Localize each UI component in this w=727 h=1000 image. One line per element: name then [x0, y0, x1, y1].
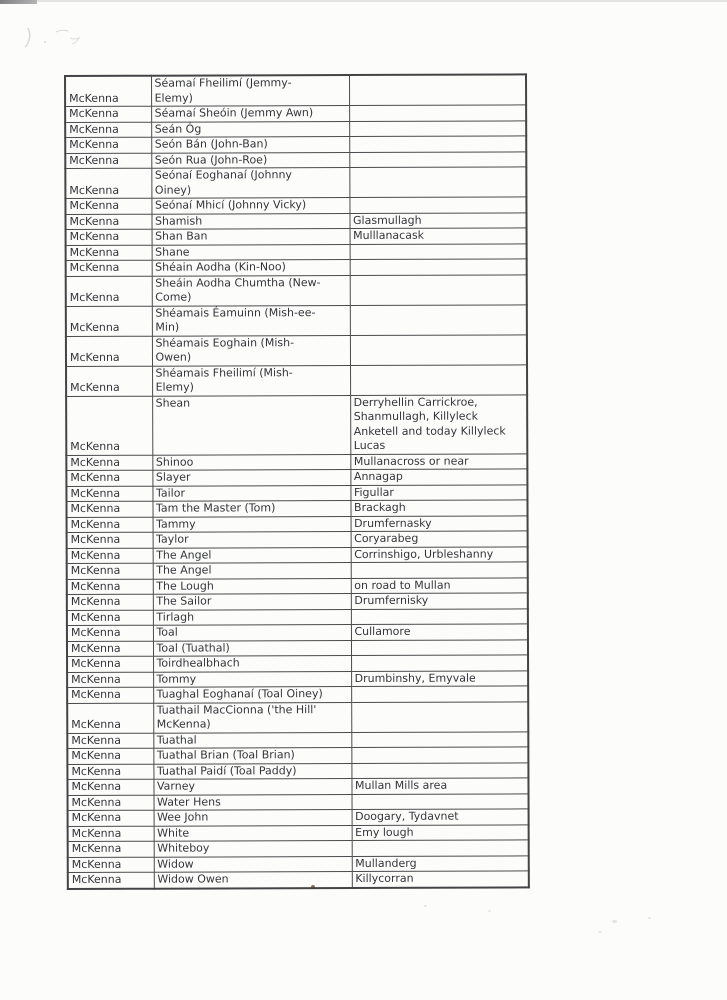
name-cell: Shane [152, 244, 350, 260]
scan-corner-artifact [0, 0, 37, 4]
table-row [66, 259, 527, 276]
table-row [65, 74, 526, 106]
name-cell: Séamaí Sheóin (Jemmy Awn) [151, 106, 349, 122]
place-cell: Mullan Mills area [351, 778, 528, 794]
surname-cell: McKenna [65, 137, 151, 153]
nicknames-table [64, 73, 530, 889]
table-row [68, 824, 529, 841]
name-cell: The Angel [153, 563, 351, 579]
scan-edge-artifact [0, 0, 727, 2]
table-row [67, 686, 528, 703]
table-row [66, 453, 527, 470]
surname-cell: McKenna [67, 733, 153, 749]
name-cell: Sheáin Aodha Chumtha (New- Come) [152, 275, 350, 306]
name-cell: Tuathal [153, 732, 351, 748]
surname-cell: McKenna [65, 168, 151, 198]
name-cell: Tuathal Paidí (Toal Paddy) [153, 763, 351, 779]
surname-cell: McKenna [65, 198, 151, 214]
place-cell [349, 74, 526, 105]
name-cell: Seónaí Mhicí (Johnny Vicky) [151, 198, 349, 214]
surname-cell: McKenna [67, 579, 153, 595]
name-cell: The Lough [153, 578, 351, 594]
place-cell [350, 364, 527, 395]
table-row [67, 624, 528, 641]
table-row [67, 778, 528, 795]
place-cell [351, 608, 528, 624]
name-cell: Water Hens [154, 794, 352, 810]
place-cell [351, 731, 528, 747]
table-row [65, 167, 526, 199]
table-row [67, 701, 528, 733]
table-row [65, 212, 526, 229]
scan-smudge [648, 917, 651, 919]
name-cell: Whiteboy [154, 841, 352, 857]
surname-cell: McKenna [67, 687, 153, 703]
surname-cell: McKenna [68, 795, 154, 811]
name-cell: Taylor [153, 532, 351, 548]
name-cell: Seán Óg [151, 121, 349, 137]
place-cell [351, 562, 528, 578]
place-cell [351, 686, 528, 702]
name-cell: Shean [152, 395, 350, 455]
name-cell: Seón Bán (John-Ban) [151, 137, 349, 153]
place-cell: Doogary, Tydavnet [352, 809, 529, 825]
place-cell [350, 304, 527, 335]
table-row [67, 747, 528, 764]
surname-cell: McKenna [66, 486, 152, 502]
table-row [67, 731, 528, 748]
surname-cell: McKenna [67, 594, 153, 610]
place-cell [349, 151, 526, 167]
table-row [66, 274, 527, 306]
surname-cell: McKenna [67, 779, 153, 795]
surname-cell: McKenna [67, 517, 153, 533]
scan-smudge [424, 905, 427, 907]
name-cell: Seón Rua (John-Roe) [151, 152, 349, 168]
table-row [65, 105, 526, 122]
place-cell [349, 167, 526, 198]
surname-cell: McKenna [66, 336, 152, 366]
surname-cell: McKenna [68, 826, 154, 842]
place-cell: Cullamore [351, 624, 528, 640]
table-row [67, 762, 528, 779]
place-cell: Emy lough [352, 824, 529, 840]
place-cell: on road to Mullan [351, 577, 528, 593]
table-row [67, 608, 528, 625]
place-cell [351, 655, 528, 671]
name-cell: Tuathail MacCionna ('the Hill' McKenna) [153, 702, 351, 733]
surname-cell: McKenna [65, 214, 151, 230]
nicknames-table-container [64, 73, 528, 889]
surname-cell: McKenna [68, 841, 154, 857]
surname-cell: McKenna [65, 122, 151, 138]
name-cell: Shéain Aodha (Kin-Noo) [152, 260, 350, 276]
surname-cell: McKenna [67, 610, 153, 626]
surname-cell: McKenna [67, 764, 153, 780]
table-row [67, 655, 528, 672]
place-cell: Corrinshigo, Urbleshanny [351, 546, 528, 562]
table-row [67, 577, 528, 594]
place-cell [352, 840, 529, 856]
surname-cell: McKenna [67, 672, 153, 688]
table-row [66, 228, 527, 245]
name-cell: Tirlagh [153, 609, 351, 625]
surname-cell: McKenna [65, 106, 151, 122]
name-cell: Toal [153, 625, 351, 641]
place-cell [349, 197, 526, 213]
table-row [68, 840, 529, 857]
name-cell: Shéamais Eoghain (Mish- Owen) [152, 335, 350, 366]
table-row [67, 531, 528, 548]
table-row [66, 243, 527, 260]
name-cell: Slayer [152, 470, 350, 486]
name-cell: Shéamais Fheilimí (Mish- Elemy) [152, 365, 350, 396]
surname-cell: McKenna [67, 548, 153, 564]
place-cell [351, 701, 528, 732]
table-row [66, 334, 527, 366]
surname-cell: McKenna [67, 532, 153, 548]
surname-cell: McKenna [67, 563, 153, 579]
surname-cell: McKenna [67, 656, 153, 672]
surname-cell: McKenna [66, 245, 152, 261]
table-row [66, 500, 527, 517]
place-cell: Mullanacross or near [350, 453, 527, 469]
surname-cell: McKenna [67, 703, 153, 733]
name-cell: Shan Ban [152, 229, 350, 245]
records-table-body [65, 74, 529, 888]
table-row [67, 593, 528, 610]
scan-smudge [612, 920, 617, 923]
name-cell: Shamish [151, 213, 349, 229]
name-cell: Varney [153, 779, 351, 795]
scan-smudge [488, 910, 491, 912]
table-row [66, 364, 527, 396]
table-row [67, 546, 528, 563]
place-cell: Mulllanacask [350, 228, 527, 244]
name-cell: Shinoo [152, 454, 350, 470]
surname-cell: McKenna [68, 872, 154, 888]
table-row [66, 304, 527, 336]
table-row [68, 871, 529, 889]
table-row [68, 809, 529, 826]
name-cell: Tuaghal Eoghanaí (Toal Oiney) [153, 687, 351, 703]
place-cell [352, 793, 529, 809]
name-cell: Widow Owen [154, 872, 352, 889]
place-cell [350, 243, 527, 259]
name-cell: Widow [154, 856, 352, 872]
table-row [68, 793, 529, 810]
table-row [66, 484, 527, 501]
surname-cell: McKenna [67, 641, 153, 657]
place-cell [351, 639, 528, 655]
place-cell [350, 259, 527, 275]
place-cell: Glasmullagh [349, 212, 526, 228]
place-cell: Derryhellin Carrickroe, Shanmullagh, Killyleck Anketell and today Killyleck Lucas [350, 394, 527, 454]
surname-cell: McKenna [65, 153, 151, 169]
place-cell: Annagap [350, 469, 527, 485]
surname-cell: McKenna [68, 810, 154, 826]
place-cell: Killycorran [352, 871, 529, 888]
place-cell [350, 274, 527, 305]
table-row [67, 562, 528, 579]
place-cell: Drumfernasky [351, 515, 528, 531]
name-cell: Tam the Master (Tom) [152, 501, 350, 517]
table-row [65, 136, 526, 153]
place-cell: Brackagh [350, 500, 527, 516]
place-cell [349, 105, 526, 121]
place-cell: Drumbinshy, Emyvale [351, 670, 528, 686]
surname-cell: McKenna [66, 455, 152, 471]
surname-cell: McKenna [66, 470, 152, 486]
name-cell: Toirdhealbhach [153, 656, 351, 672]
place-cell [350, 334, 527, 365]
name-cell: Shéamais Éamuinn (Mish-ee- Min) [152, 305, 350, 336]
surname-cell: McKenna [67, 748, 153, 764]
place-cell [351, 762, 528, 778]
place-cell [349, 136, 526, 152]
scan-smudge [598, 931, 602, 933]
table-row [68, 855, 529, 872]
place-cell [351, 747, 528, 763]
name-cell: Toal (Tuathal) [153, 640, 351, 656]
table-row [67, 639, 528, 656]
table-row [65, 151, 526, 168]
surname-cell: McKenna [68, 857, 154, 873]
name-cell: Tommy [153, 671, 351, 687]
name-cell: Séamaí Fheilimí (Jemmy- Elemy) [151, 75, 349, 106]
table-row [67, 670, 528, 687]
table-row [66, 469, 527, 486]
name-cell: Tuathal Brian (Toal Brian) [153, 748, 351, 764]
name-cell: Tailor [152, 485, 350, 501]
place-cell: Mullanderg [352, 855, 529, 871]
name-cell: Tammy [153, 516, 351, 532]
surname-cell: McKenna [66, 276, 152, 306]
surname-cell: McKenna [66, 366, 152, 396]
surname-cell: McKenna [66, 260, 152, 276]
surname-cell: McKenna [65, 76, 151, 107]
name-cell: White [154, 825, 352, 841]
table-row [67, 515, 528, 532]
place-cell: Coryarabeg [351, 531, 528, 547]
surname-cell: McKenna [66, 306, 152, 336]
place-cell [349, 120, 526, 136]
surname-cell: McKenna [66, 396, 152, 455]
table-row [65, 120, 526, 137]
table-row [65, 197, 526, 214]
surname-cell: McKenna [67, 625, 153, 641]
name-cell: Seónaí Eoghanaí (Johnny Oiney) [151, 168, 349, 199]
surname-cell: McKenna [66, 501, 152, 517]
table-row [66, 394, 527, 455]
place-cell: Drumfernisky [351, 593, 528, 609]
place-cell: Figullar [350, 484, 527, 500]
name-cell: The Sailor [153, 594, 351, 610]
pencil-scribble-marks [18, 20, 108, 60]
name-cell: Wee John [154, 810, 352, 826]
surname-cell: McKenna [66, 229, 152, 245]
name-cell: The Angel [153, 547, 351, 563]
